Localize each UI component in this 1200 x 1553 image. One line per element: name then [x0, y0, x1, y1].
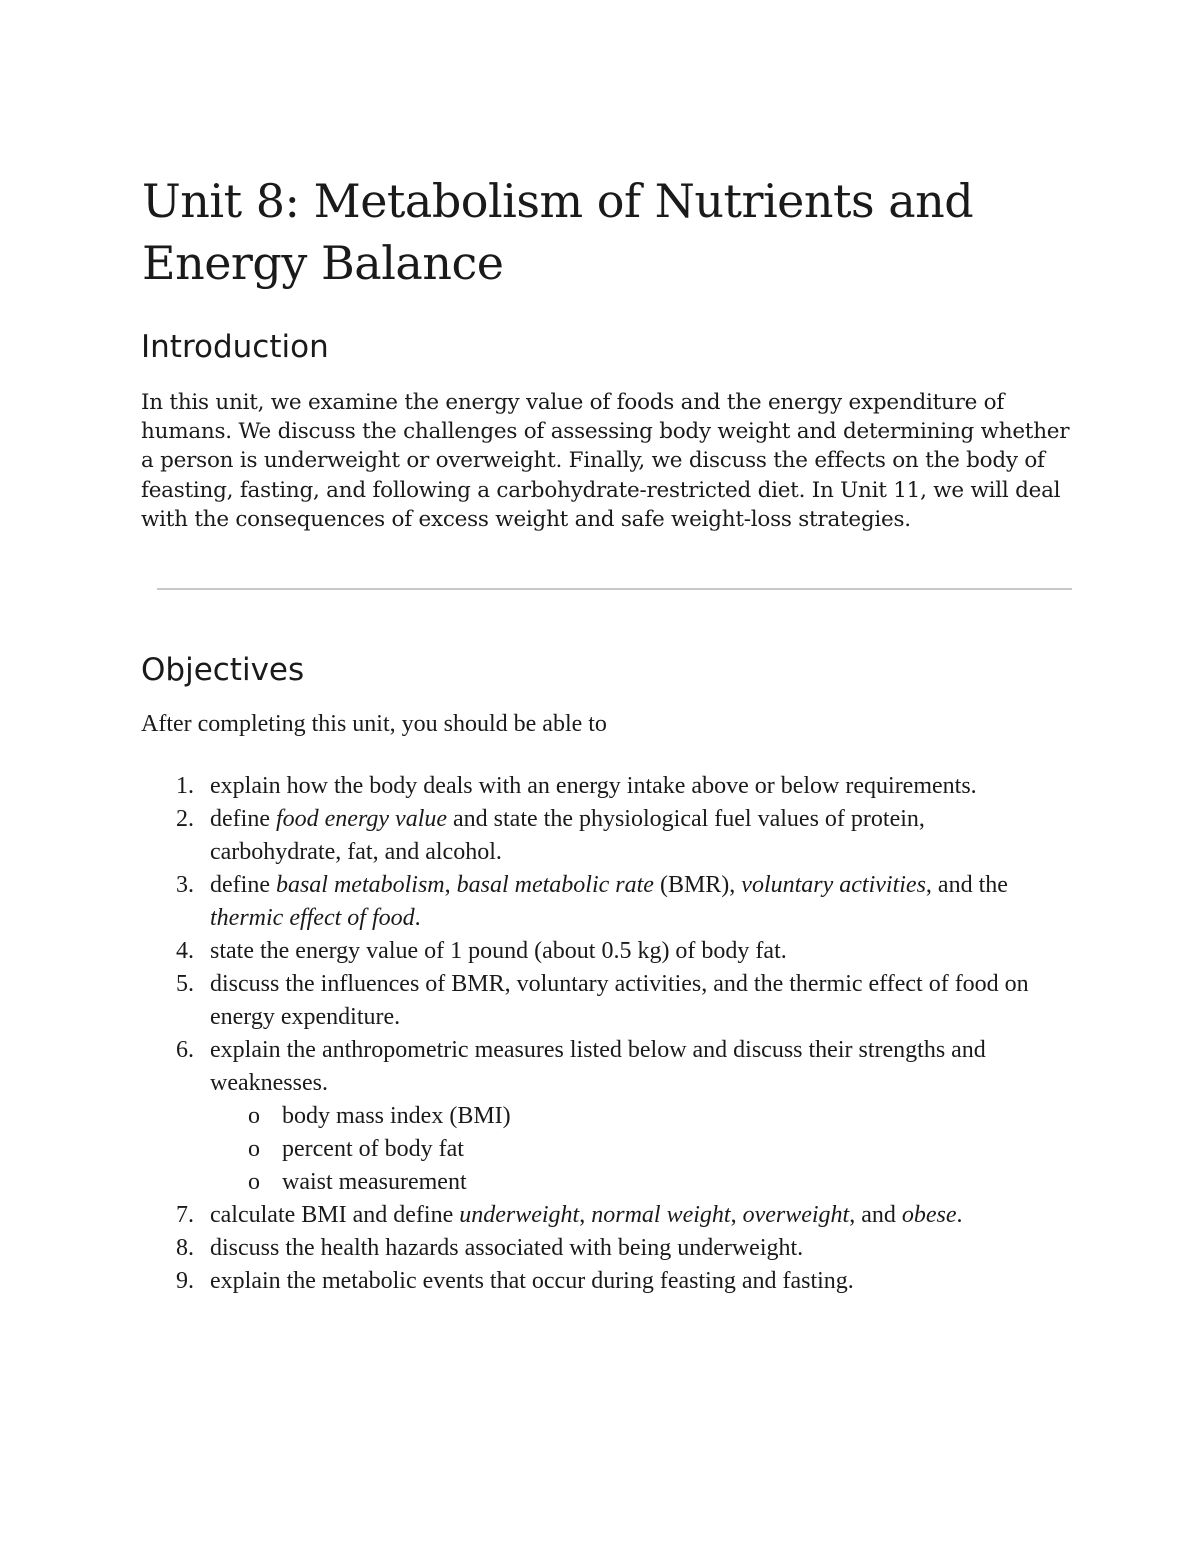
objective-text-segment: and state the physiological fuel values of protein, carbohydrate, fat, and alcohol.: [210, 806, 925, 865]
objective-subitem-text: body mass index (BMI): [282, 1103, 511, 1129]
objective-text-segment: ,: [730, 1202, 743, 1228]
horizontal-divider: [157, 588, 1072, 590]
objective-text-segment: explain how the body deals with an energy intake above or below requirements.: [210, 773, 977, 799]
objectives-heading: Objectives: [141, 652, 305, 688]
objective-term: basal metabolism: [275, 872, 445, 898]
objective-text-segment: ,: [444, 872, 457, 898]
objective-text-segment: explain the anthropometric measures listed below and discuss their strengths and weaknesses.: [210, 1037, 986, 1096]
objective-text-segment: .: [956, 1202, 963, 1228]
objective-subitem: [210, 1166, 1060, 1199]
objective-text-segment: discuss the influences of BMR, voluntary activities, and the thermic effect of food on energy expenditure.: [210, 971, 1029, 1030]
objective-number: 2.: [176, 806, 194, 832]
objective-subitem: [210, 1100, 1060, 1133]
objective-subitem-text: waist measurement: [282, 1169, 467, 1195]
introduction-paragraph: In this unit, we examine the energy value of foods and the energy expenditure of humans. We discuss the challenges of assessing body weight and determining whether a person is underweight or overweight. Finally, we discuss the effects on the body of feasting, fasting, and following a carbohydrate-restricted diet. In Unit 11, we will deal with the consequences of excess weight and safe weight-loss strategies.: [141, 390, 1070, 532]
objective-item: [0, 1232, 1060, 1265]
objective-text: [210, 1202, 963, 1228]
objective-text-segment: calculate BMI and define: [210, 1202, 460, 1228]
objective-term: basal metabolic rate: [456, 872, 654, 898]
objective-number: 9.: [176, 1268, 194, 1294]
objective-term: underweight: [459, 1202, 580, 1228]
objective-text: [210, 806, 925, 865]
objective-text-segment: discuss the health hazards associated with being underweight.: [210, 1235, 804, 1261]
objective-text: [210, 773, 977, 799]
objective-item: [0, 1265, 1060, 1298]
objective-term: obese: [901, 1202, 957, 1228]
objective-subitem-text: percent of body fat: [282, 1136, 464, 1162]
objective-text-segment: , and: [849, 1202, 902, 1228]
objectives-list: [0, 770, 1100, 1298]
objective-item: [0, 968, 1060, 1034]
objective-term: food energy value: [275, 806, 448, 832]
objective-text-segment: explain the metabolic events that occur during feasting and fasting.: [210, 1268, 854, 1294]
objective-subitem: [210, 1133, 1060, 1166]
circle-bullet-icon: o: [248, 1169, 260, 1195]
objective-text: [210, 1037, 986, 1096]
objective-text-segment: .: [414, 905, 421, 931]
introduction-heading: Introduction: [141, 329, 329, 365]
objective-text-segment: define: [210, 806, 276, 832]
objective-text-segment: state the energy value of 1 pound (about 0.5 kg) of body fat.: [210, 938, 787, 964]
objective-number: 3.: [176, 872, 194, 898]
objective-text-segment: define: [210, 872, 276, 898]
objective-text-segment: ,: [579, 1202, 592, 1228]
objective-text: [210, 971, 1029, 1030]
objective-number: 8.: [176, 1235, 194, 1261]
objective-item: [0, 770, 1060, 803]
objective-number: 4.: [176, 938, 194, 964]
objective-item: [0, 869, 1060, 935]
objective-text-segment: , and the: [925, 872, 1008, 898]
circle-bullet-icon: o: [248, 1103, 260, 1129]
objective-number: 6.: [176, 1037, 194, 1063]
objective-text-segment: (BMR),: [653, 872, 742, 898]
objective-text: [210, 872, 1008, 931]
objective-text: [210, 1268, 854, 1294]
objective-item: [0, 803, 1060, 869]
objective-number: 5.: [176, 971, 194, 997]
objective-item: [0, 1034, 1060, 1199]
objective-item: [0, 1199, 1060, 1232]
objective-term: overweight: [742, 1202, 850, 1228]
objective-item: [0, 935, 1060, 968]
objective-number: 7.: [176, 1202, 194, 1228]
objective-text: [210, 938, 787, 964]
objective-number: 1.: [176, 773, 194, 799]
objective-term: normal weight: [591, 1202, 731, 1228]
objective-term: voluntary activities: [741, 872, 926, 898]
page-title: Unit 8: Metabolism of Nutrients and Energy Balance: [142, 174, 974, 290]
circle-bullet-icon: o: [248, 1136, 260, 1162]
objectives-lead-text: After completing this unit, you should be able to: [141, 711, 607, 737]
objective-text: [210, 1235, 803, 1261]
objective-term: thermic effect of food: [210, 905, 415, 931]
objective-sublist: [210, 1100, 1060, 1199]
